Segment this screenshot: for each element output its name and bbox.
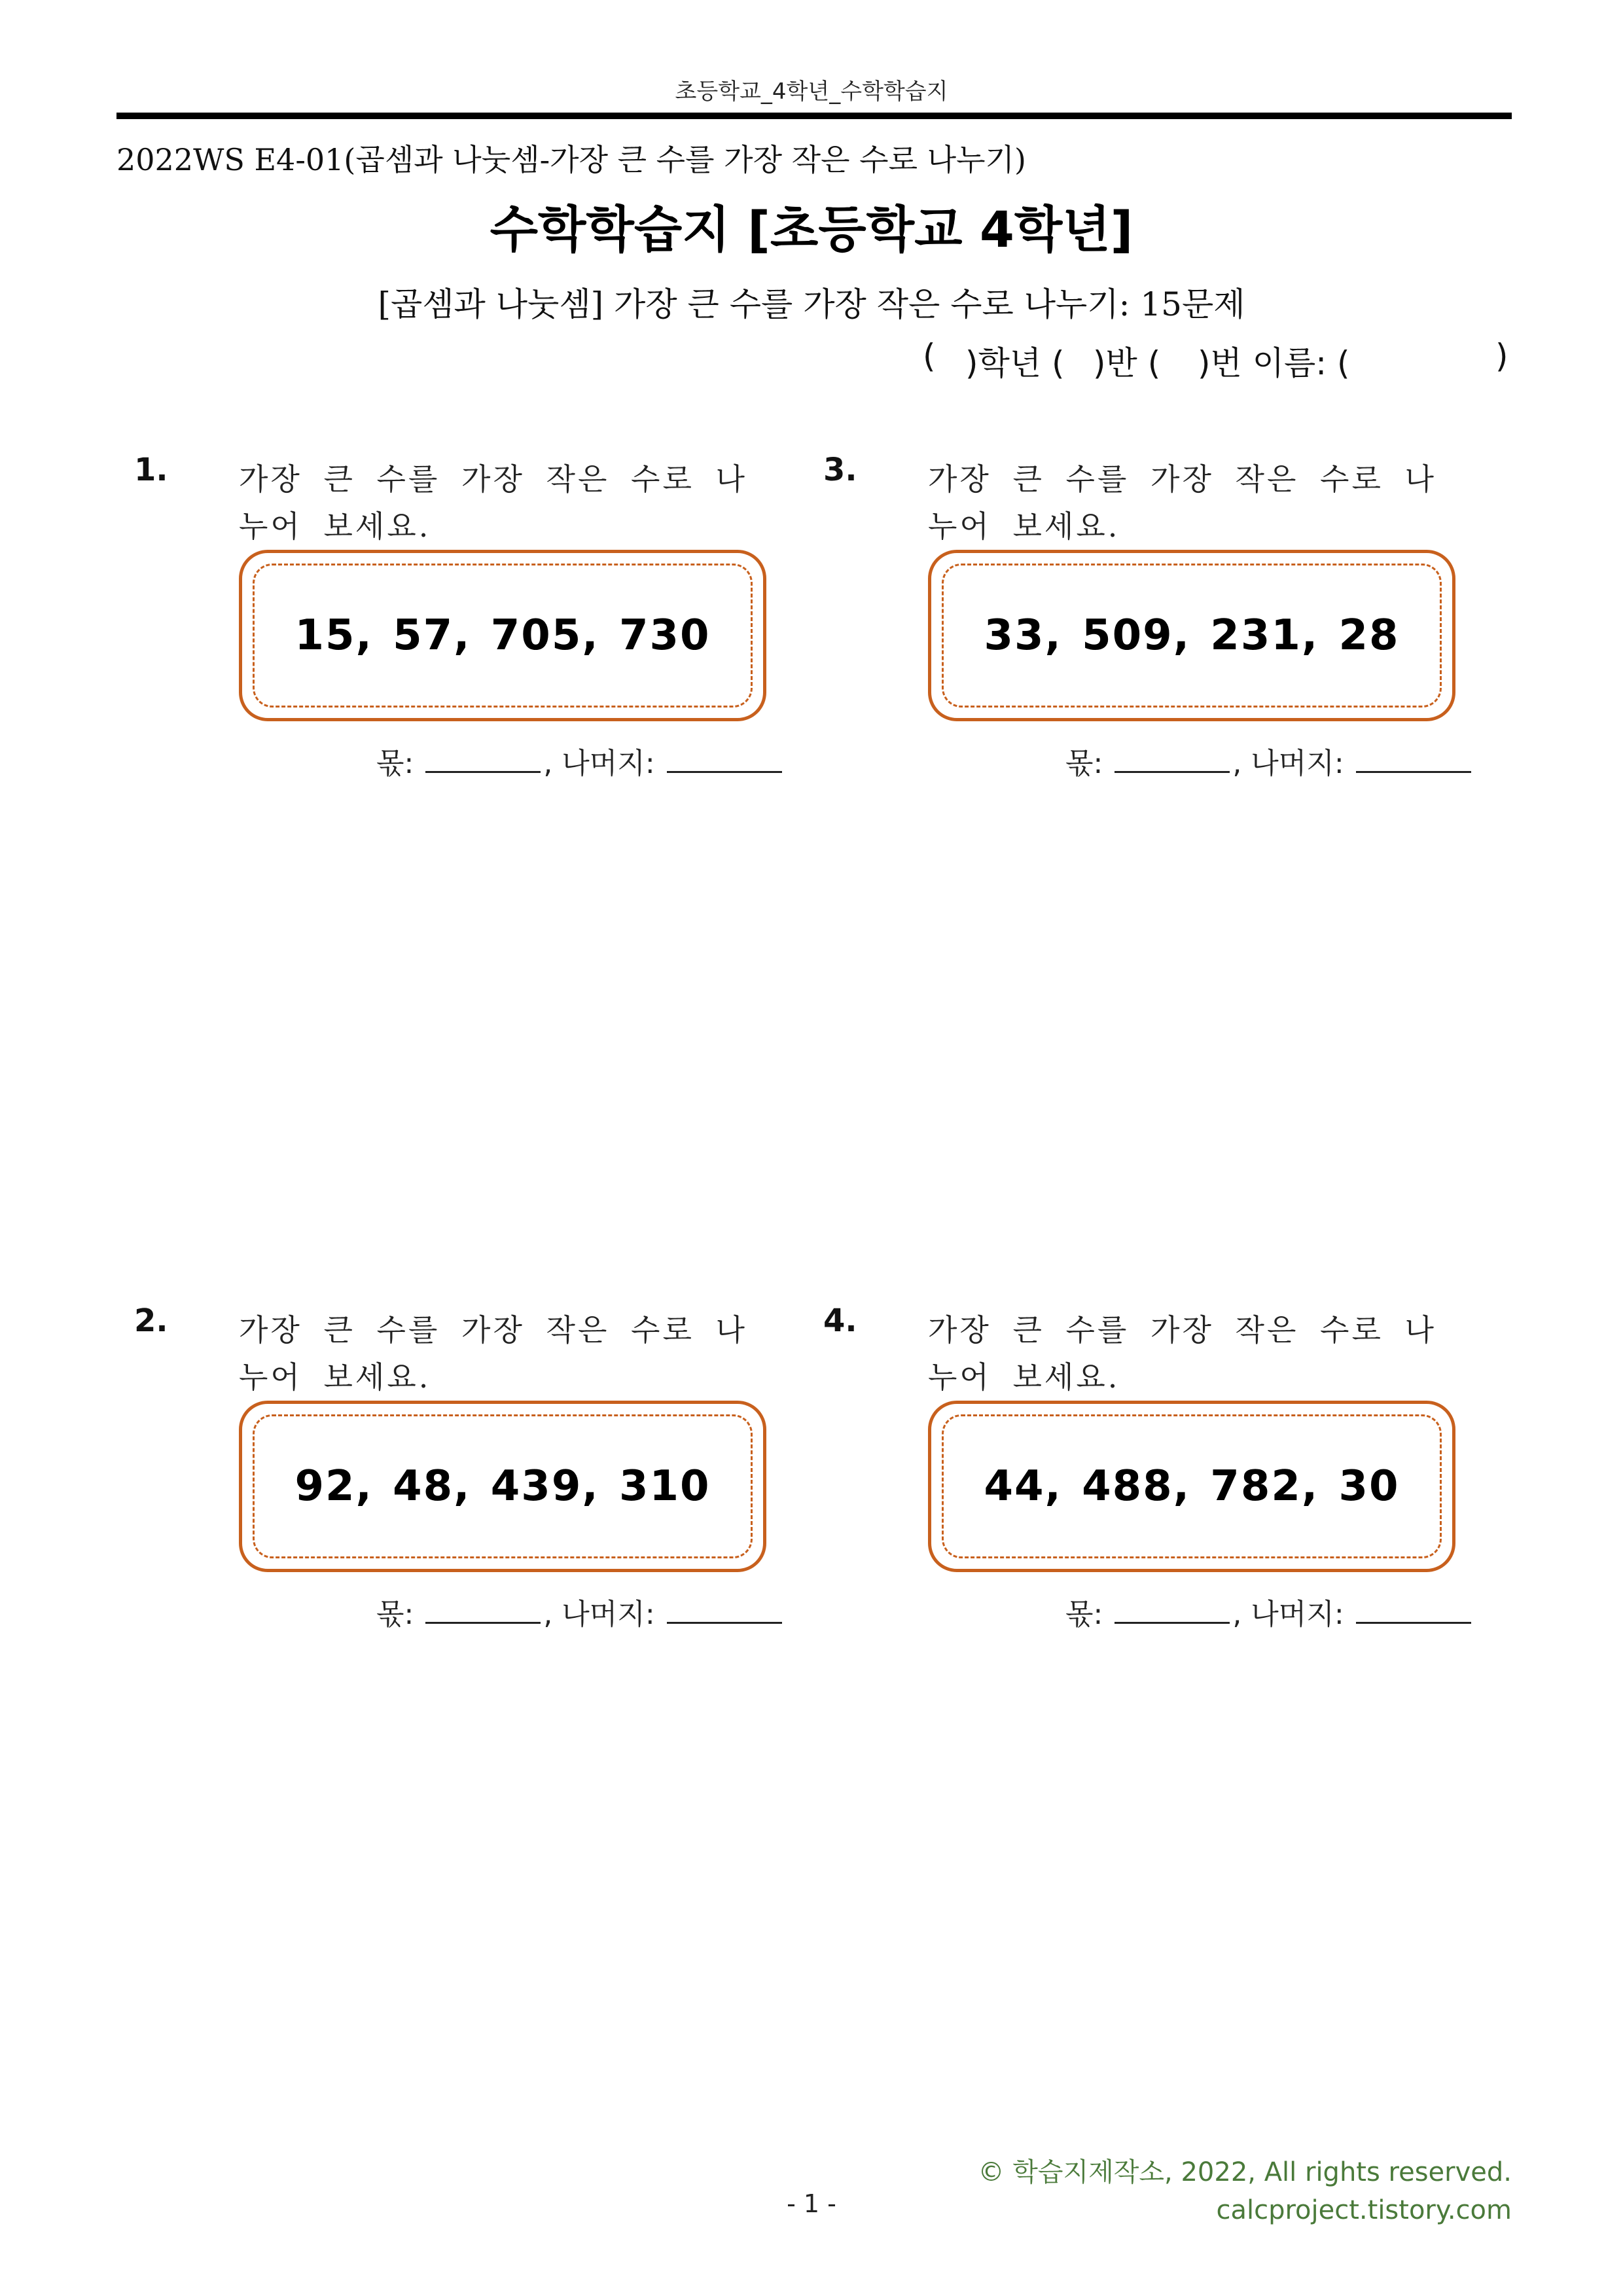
- page-title: 수학학습지 [초등학교 4학년]: [490, 200, 1133, 259]
- problem-instruction: 가장 큰 수를 가장 작은 수로 나누어 보세요.: [239, 1312, 747, 1395]
- remainder-label: , 나머지:: [1232, 1598, 1344, 1631]
- problem-instruction: 가장 큰 수를 가장 작은 수로 나누어 보세요.: [928, 461, 1436, 544]
- answer-line: [1065, 1590, 1458, 1632]
- student-info-grade-open: (: [923, 337, 936, 375]
- page-number: - 1 -: [787, 2189, 836, 2218]
- problem-instruction: 가장 큰 수를 가장 작은 수로 나누어 보세요.: [928, 1312, 1436, 1395]
- running-header: 초등학교_4학년_수학학습지: [675, 79, 948, 105]
- quotient-blank[interactable]: [1115, 1599, 1230, 1624]
- website-link[interactable]: calcproject.tistory.com: [1216, 2195, 1512, 2225]
- problem-2: [134, 1302, 747, 1656]
- remainder-blank[interactable]: [1356, 748, 1471, 773]
- copyright-text: © 학습지제작소, 2022, All rights reserved.: [978, 2157, 1512, 2187]
- answer-line: [1065, 740, 1458, 781]
- problem-number: 1.: [134, 452, 168, 488]
- answer-line: [376, 1590, 769, 1632]
- student-info-class: )반 (: [1093, 344, 1161, 382]
- numbers-box-inner: [942, 564, 1442, 708]
- problem-4: [823, 1302, 1436, 1656]
- quotient-label: 몫:: [1065, 1598, 1103, 1631]
- problem-numbers: 44, 488, 782, 30: [984, 1462, 1400, 1511]
- student-info-close: ): [1495, 337, 1508, 375]
- problem-numbers: 92, 48, 439, 310: [294, 1462, 711, 1511]
- numbers-box: [928, 1401, 1455, 1572]
- problem-number: 2.: [134, 1302, 168, 1339]
- problem-numbers: 15, 57, 705, 730: [294, 611, 711, 660]
- problem-number: 4.: [823, 1302, 857, 1339]
- numbers-box: [928, 550, 1455, 721]
- numbers-box: [239, 550, 766, 721]
- numbers-box: [239, 1401, 766, 1572]
- student-info-grade: )학년 (: [965, 344, 1065, 382]
- problem-3: [823, 452, 1436, 805]
- problem-number: 3.: [823, 452, 857, 488]
- quotient-blank[interactable]: [425, 1599, 541, 1624]
- quotient-blank[interactable]: [1115, 748, 1230, 773]
- remainder-label: , 나머지:: [1232, 747, 1344, 780]
- page-subtitle: [곱셈과 나눗셈] 가장 큰 수를 가장 작은 수로 나누기: 15문제: [378, 285, 1245, 323]
- problem-1: [134, 452, 747, 805]
- numbers-box-inner: [942, 1414, 1442, 1558]
- answer-line: [376, 740, 769, 781]
- remainder-label: , 나머지:: [543, 747, 655, 780]
- remainder-blank[interactable]: [1356, 1599, 1471, 1624]
- quotient-blank[interactable]: [425, 748, 541, 773]
- numbers-box-inner: [253, 564, 753, 708]
- problem-numbers: 33, 509, 231, 28: [984, 611, 1400, 660]
- quotient-label: 몫:: [376, 747, 414, 780]
- header-rule: [116, 113, 1512, 119]
- remainder-label: , 나머지:: [543, 1598, 655, 1631]
- remainder-blank[interactable]: [667, 1599, 782, 1624]
- numbers-box-inner: [253, 1414, 753, 1558]
- quotient-label: 몫:: [1065, 747, 1103, 780]
- copyright-block: [978, 2153, 1512, 2229]
- remainder-blank[interactable]: [667, 748, 782, 773]
- student-info-name: )번 이름: (: [1198, 344, 1350, 382]
- problem-instruction: 가장 큰 수를 가장 작은 수로 나누어 보세요.: [239, 461, 747, 544]
- worksheet-code: 2022WS E4-01(곱셈과 나눗셈-가장 큰 수를 가장 작은 수로 나누기): [116, 142, 1026, 177]
- quotient-label: 몫:: [376, 1598, 414, 1631]
